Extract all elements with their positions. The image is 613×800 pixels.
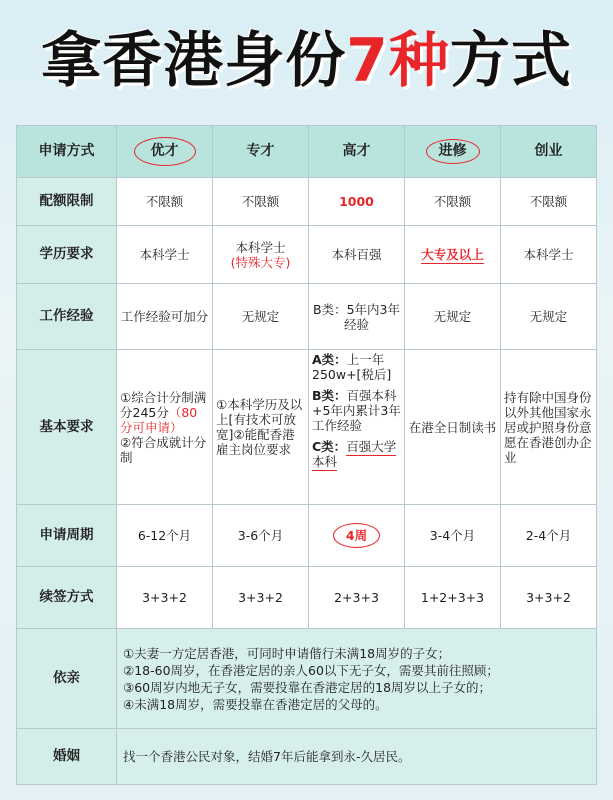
table-cell — [213, 226, 309, 284]
table-cell: 6-12个月 — [117, 505, 213, 567]
header-youcai-label: 优才 — [134, 137, 196, 166]
list-item: ②18-60周岁，在香港定居的亲人60以下无子女，需要其前往照顾； — [123, 662, 499, 678]
table-cell: 3+3+2 — [213, 567, 309, 629]
cell-text-red: (特殊大专) — [230, 254, 291, 270]
table-header-row — [17, 126, 597, 178]
cell-text: ②符合成就计分制 — [120, 434, 207, 465]
table-cell: 3+3+2 — [501, 567, 597, 629]
row-label-period: 申请周期 — [17, 505, 117, 567]
table-cell — [117, 350, 213, 505]
row-label-quota: 配额限制 — [17, 178, 117, 226]
cell-text: 本科学士 — [235, 239, 286, 255]
title-part1: 拿香港身份 — [41, 26, 347, 96]
table-cell: 不限额 — [405, 178, 501, 226]
gaocai-b-label: B类： — [312, 388, 347, 403]
list-item: ③60周岁内地无子女，需要投靠在香港定居的18周岁以上子女的； — [123, 679, 492, 695]
table-cell: 在港全日制读书 — [405, 350, 501, 505]
table-cell — [309, 505, 405, 567]
gaocai-a-label: A类： — [312, 352, 347, 367]
header-gaocai: 高才 — [309, 126, 405, 178]
gaocai-c-text: 百强大学本科 — [312, 439, 397, 469]
table-cell: 本科学士 — [501, 226, 597, 284]
title-highlight: 7种 — [346, 26, 450, 96]
table-cell: 持有除中国身份以外其他国家永居或护照身份意愿在香港创办企业 — [501, 350, 597, 505]
table-cell: 3+3+2 — [117, 567, 213, 629]
table-cell: 1000 — [309, 178, 405, 226]
row-label-work: 工作经验 — [17, 284, 117, 350]
table-cell: 2+3+3 — [309, 567, 405, 629]
table-cell: 不限额 — [501, 178, 597, 226]
page-title — [0, 6, 613, 106]
cell-text-red: （80分可申请） — [120, 404, 198, 435]
header-zhuancai: 专才 — [213, 126, 309, 178]
header-jinxiu-label: 进修 — [426, 139, 480, 164]
row-label-renew: 续签方式 — [17, 567, 117, 629]
table-row-quota — [17, 178, 597, 226]
table-row-family — [17, 629, 597, 729]
table-cell-wide — [117, 629, 597, 729]
table-row-education — [17, 226, 597, 284]
table-cell: 无规定 — [501, 284, 597, 350]
list-item: ①夫妻一方定居香港，可同时申请偕行未满18周岁的子女； — [123, 645, 451, 661]
gaocai-b-text: 百强本科+5年内累计3年工作经验 — [312, 388, 401, 433]
table-cell: 2-4个月 — [501, 505, 597, 567]
table-cell: 无规定 — [405, 284, 501, 350]
table-cell: 不限额 — [213, 178, 309, 226]
table-row-marriage — [17, 729, 597, 785]
table-cell: 3-6个月 — [213, 505, 309, 567]
comparison-table — [16, 125, 597, 785]
row-label-education: 学历要求 — [17, 226, 117, 284]
table-row-period — [17, 505, 597, 567]
gaocai-a-text: 上一年250w+[税后] — [312, 352, 392, 382]
header-method: 申请方式 — [17, 126, 117, 178]
table-cell — [405, 226, 501, 284]
header-chuangye: 创业 — [501, 126, 597, 178]
gaocai-a — [312, 352, 401, 382]
header-jinxiu — [405, 126, 501, 178]
gaocai-c — [312, 439, 401, 469]
list-item: ④未满18周岁，需要投靠在香港定居的父母的。 — [123, 696, 388, 712]
row-label-marriage: 婚姻 — [17, 729, 117, 785]
table-row-renew — [17, 567, 597, 629]
table-cell: 本科百强 — [309, 226, 405, 284]
table-cell: ①本科学历及以上[有技术可放宽]②能配香港雇主岗位要求 — [213, 350, 309, 505]
title-part2: 方式 — [449, 26, 572, 96]
cell-text-red: 4周 — [333, 523, 380, 548]
table-row-work — [17, 284, 597, 350]
gaocai-c-label: C类： — [312, 439, 347, 454]
gaocai-b — [312, 388, 401, 433]
header-youcai — [117, 126, 213, 178]
table-row-basic — [17, 350, 597, 505]
table-cell-wide: 找一个香港公民对象，结婚7年后能拿到永-久居民。 — [117, 729, 597, 785]
table-cell: B类：5年内3年经验 — [309, 284, 405, 350]
table-cell: 工作经验可加分 — [117, 284, 213, 350]
table-cell: 1+2+3+3 — [405, 567, 501, 629]
cell-text: ①综合计分制满分245分 — [120, 389, 207, 420]
row-label-basic: 基本要求 — [17, 350, 117, 505]
table-cell: 不限额 — [117, 178, 213, 226]
table-cell: 3-4个月 — [405, 505, 501, 567]
row-label-family: 依亲 — [17, 629, 117, 729]
table-cell: 本科学士 — [117, 226, 213, 284]
table-cell — [309, 350, 405, 505]
table-cell: 无规定 — [213, 284, 309, 350]
cell-text-red: 大专及以上 — [421, 247, 484, 262]
